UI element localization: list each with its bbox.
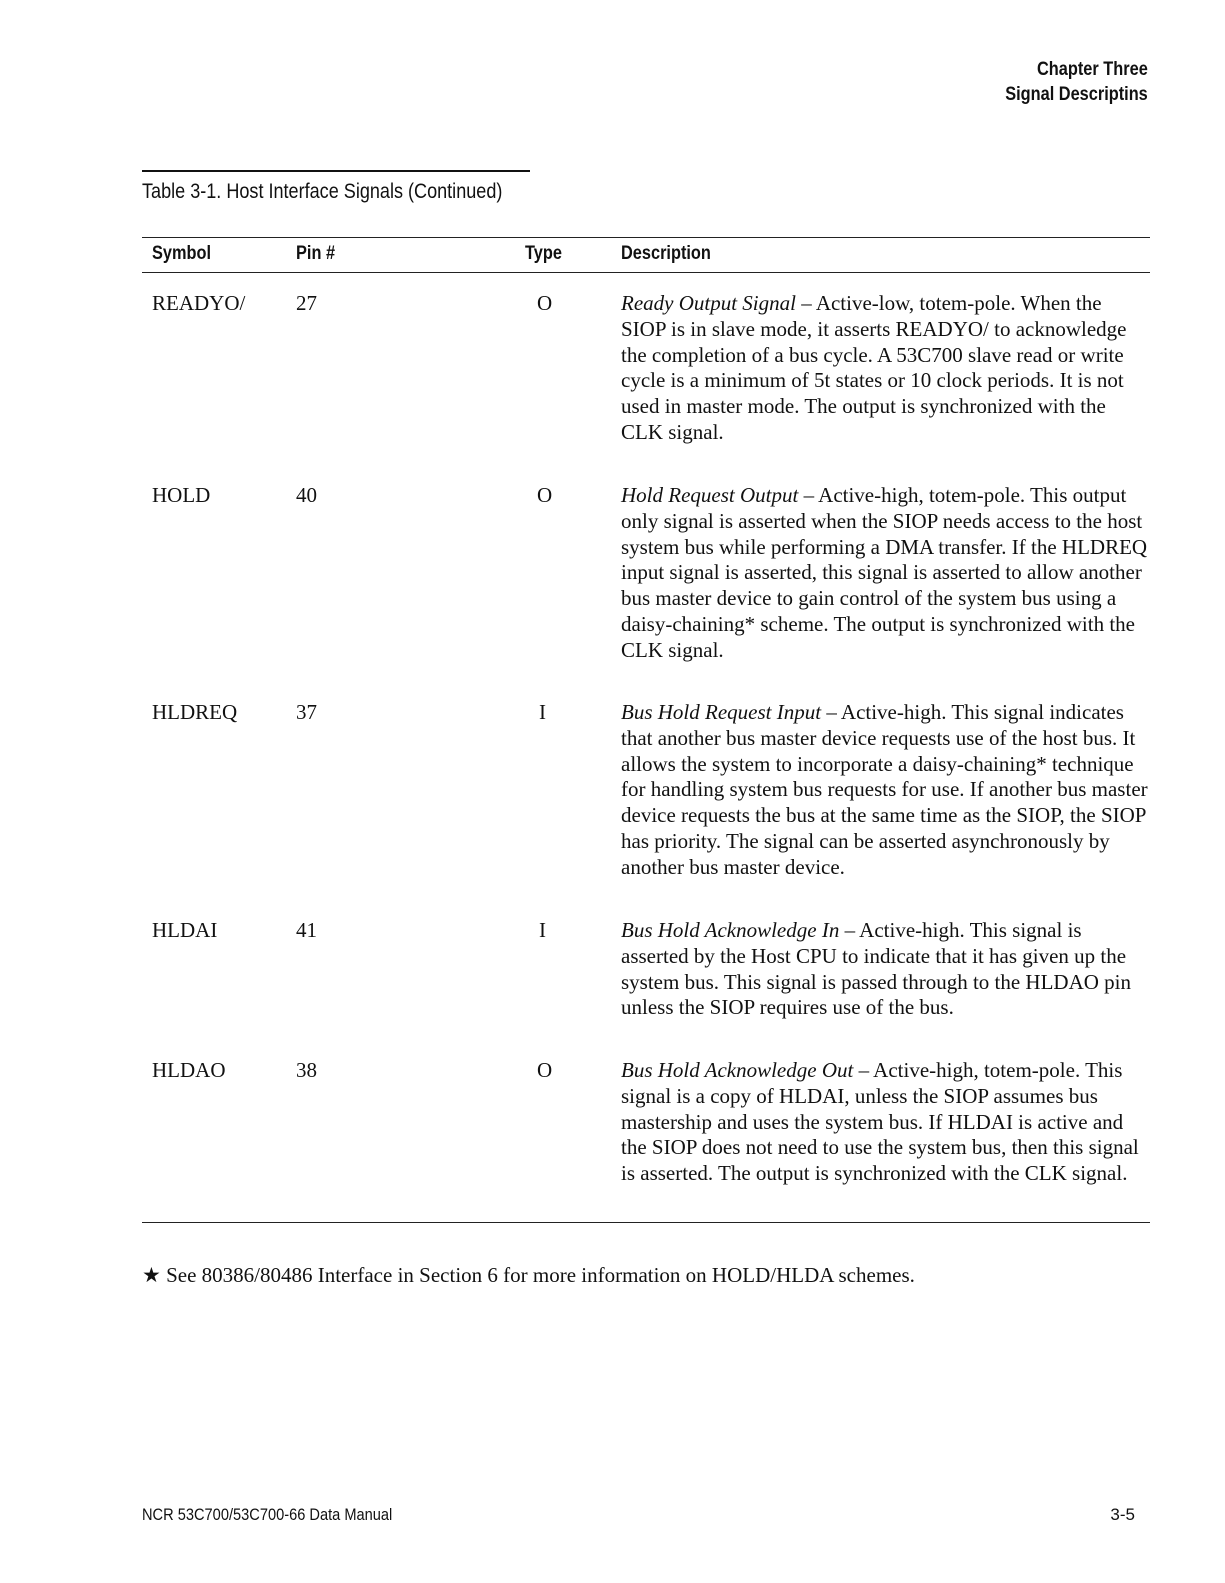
row-description-text: – Active-high, totem-pole. This output only signal is asserted when the SIOP needs access to the host system bus while performing a DMA transfer. If the HLDREQ input signal is asserted, this signal is asserted to allow another bus master device to gain control of the system bus using a daisy-chaining* scheme. The output is synchronized with the CLK signal. <box>621 483 1148 662</box>
footnote: ★ See 80386/80486 Interface in Section 6 for more information on HOLD/HLDA schemes. <box>142 1263 915 1287</box>
chapter-title: Chapter Three <box>1037 59 1148 80</box>
row-description <box>621 918 1149 1021</box>
column-header-type: Type <box>525 243 562 264</box>
row-pin: 40 <box>296 483 317 507</box>
footer-page-number: 3-5 <box>1110 1505 1135 1524</box>
column-header-pin: Pin # <box>296 243 336 264</box>
row-symbol: READYO/ <box>152 291 246 315</box>
row-type: O <box>537 291 553 315</box>
row-pin: 37 <box>296 700 317 724</box>
footer-manual-title: NCR 53C700/53C700-66 Data Manual <box>142 1505 393 1524</box>
table-bottom-rule <box>142 1222 1150 1223</box>
row-type: I <box>539 700 546 724</box>
row-symbol: HLDREQ <box>152 700 238 724</box>
row-description <box>621 291 1149 446</box>
column-header-description: Description <box>621 243 711 264</box>
row-description-title: Bus Hold Acknowledge In <box>621 918 840 942</box>
section-title: Signal Descriptins <box>1005 84 1148 105</box>
row-pin: 38 <box>296 1058 317 1082</box>
row-pin: 27 <box>296 291 317 315</box>
row-description-text: – Active-high, totem-pole. This signal is a copy of HLDAI, unless the SIOP assumes bus mastership and uses the system bus. If HLDAI is active and the SIOP does not need to use the system bus, then this signal is asserted. The output is synchronized with the CLK signal. <box>621 1058 1139 1186</box>
table-caption-text: Table 3-1. Host Interface Signals (Continued) <box>142 180 503 203</box>
row-type: O <box>537 1058 553 1082</box>
row-description <box>621 1058 1149 1187</box>
row-description-title: Bus Hold Acknowledge Out <box>621 1058 854 1082</box>
row-description-text: – Active-high. This signal is asserted by the Host CPU to indicate that it has given up the system bus. This signal is passed through to the HLDAO pin unless the SIOP requires use of the bus. <box>621 918 1132 1020</box>
row-symbol: HLDAI <box>152 918 218 942</box>
row-symbol: HOLD <box>152 483 211 507</box>
row-description <box>621 700 1149 881</box>
row-description <box>621 483 1149 664</box>
table-top-rule <box>142 237 1150 238</box>
row-type: O <box>537 483 553 507</box>
running-header <box>1005 57 1148 107</box>
row-symbol: HLDAO <box>152 1058 226 1082</box>
row-description-title: Bus Hold Request Input <box>621 700 822 724</box>
column-header-symbol: Symbol <box>152 243 212 264</box>
row-description-title: Hold Request Output <box>621 483 799 507</box>
row-description-title: Ready Output Signal <box>621 291 796 315</box>
row-description-text: – Active-high. This signal indicates that another bus master device requests use of the host bus. It allows the system to incorporate a daisy-chaining* technique for handling system bus requests for use. If another bus master device requests the bus at the same time as the SIOP, the SIOP has priority. The signal can be asserted asynchronously by another bus master device. <box>621 700 1148 879</box>
table-header-rule <box>142 272 1150 273</box>
row-type: I <box>539 918 546 942</box>
row-description-text: – Active-low, totem-pole. When the SIOP is in slave mode, it asserts READYO/ to acknowledge the completion of a bus cycle. A 53C700 slave read or write cycle is a minimum of 5t states or 10 clock periods. It is not used in master mode. The output is synchronized with the CLK signal. <box>621 291 1127 444</box>
table-caption <box>142 170 530 204</box>
row-pin: 41 <box>296 918 317 942</box>
